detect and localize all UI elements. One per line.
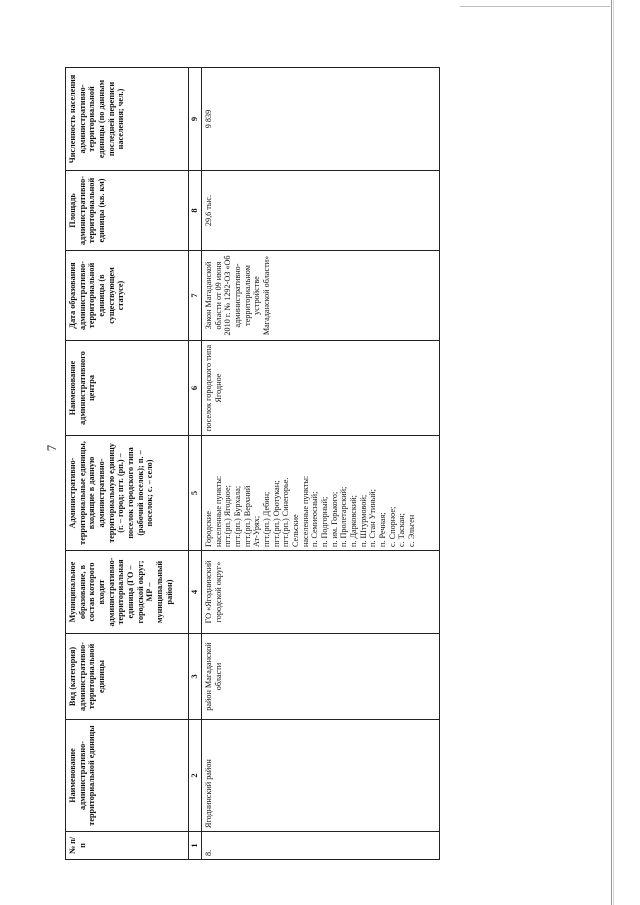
table-row <box>202 68 440 860</box>
unit-line: п. Подгорный; <box>320 496 330 547</box>
rotated-table-wrapper <box>65 68 440 860</box>
unit-line: с. Эльген <box>407 514 417 547</box>
row-area: 29,6 тыс. <box>202 171 440 251</box>
column-number: 3 <box>189 634 202 720</box>
page-edge-line-inner <box>613 0 614 905</box>
unit-line: п. Речная; <box>378 512 388 547</box>
unit-line: пгт.(рп.) Верхний <box>242 485 252 547</box>
unit-line: населенные пункты: <box>300 475 310 547</box>
header-cell-name: Наименование административно-территориальной единицы <box>66 720 189 832</box>
unit-line: п. Семиеосный; <box>310 491 320 547</box>
row-municipality: ГО «Ягоднинский городской округ» <box>202 551 440 634</box>
unit-line: пгт.(рп.) Оротукан; <box>271 480 281 547</box>
row-units <box>202 436 440 551</box>
column-number: 5 <box>189 436 202 551</box>
header-cell-municipality: Муниципальное образование, в состав которого входит административно-территориальная единица (ГО – городской округ; МР – муниципальный район) <box>66 551 189 634</box>
header-cell-center: Наименование административного центра <box>66 341 189 436</box>
unit-line: с. Таскан; <box>397 513 407 547</box>
unit-line: пгт.(рп.) Ягодное; <box>223 485 233 547</box>
row-name: Ягоднинский район <box>202 720 440 832</box>
unit-line: п. Пролетарский; <box>339 486 349 547</box>
unit-line: п. Стан Утиный; <box>368 489 378 547</box>
admin-units-table <box>65 67 440 860</box>
unit-line: с. Спорное; <box>387 506 397 547</box>
page-number: 7 <box>44 444 59 452</box>
table-header-row <box>66 68 189 860</box>
unit-line: пгт.(рп.) Синегорье. <box>281 477 291 547</box>
header-cell-population: Численность населения административно-территориальной единицы (по данным последней переписи населения; чел.) <box>66 68 189 171</box>
unit-line: населенные пункты: <box>213 475 223 547</box>
unit-line: п. им. Горького; <box>329 491 339 547</box>
column-number: 1 <box>189 832 202 860</box>
row-num: 8. <box>202 832 440 860</box>
unit-line: пгт.(рп.) Бурхала; <box>233 485 243 547</box>
unit-line: п. Штурмовой; <box>358 494 368 547</box>
header-cell-num: № п/п <box>66 832 189 860</box>
page-edge-mark <box>460 6 610 7</box>
header-cell-date: Дата образования административно-территориальной единицы (в существующем статусе) <box>66 251 189 341</box>
row-date: Закон Магаданской области от 09 июня 2010 г. № 1292-ОЗ «Об административно-территориальном устройстве Магаданской области» <box>202 251 440 341</box>
column-number-row <box>189 68 202 860</box>
unit-line: пгт.(рп.) Дебин; <box>262 491 272 547</box>
column-number: 4 <box>189 551 202 634</box>
column-number: 2 <box>189 720 202 832</box>
column-number: 9 <box>189 68 202 171</box>
column-number: 8 <box>189 171 202 251</box>
row-kind: район Магаданской области <box>202 634 440 720</box>
header-cell-area: Площадь административно-территориальной единицы (кв. км) <box>66 171 189 251</box>
header-cell-kind: Вид (категория) административно-территориальной единицы <box>66 634 189 720</box>
unit-line: Сельские <box>291 514 301 547</box>
unit-line: Городские <box>204 511 213 547</box>
page-edge-line <box>611 0 612 905</box>
column-number: 7 <box>189 251 202 341</box>
row-population: 9 839 <box>202 68 440 171</box>
column-number: 6 <box>189 341 202 436</box>
unit-line: п. Дарковский; <box>349 495 359 547</box>
header-cell-units: Административно-территориальные единицы, входящие в данную административно-территориальную единицу (г. – город; пгт. (рп.) – поселок городского типа (рабочий поселок); п. – поселок; с. – село) <box>66 436 189 551</box>
unit-line: Ат-Урях; <box>252 515 262 547</box>
row-center: поселок городского типа Ягодное <box>202 341 440 436</box>
